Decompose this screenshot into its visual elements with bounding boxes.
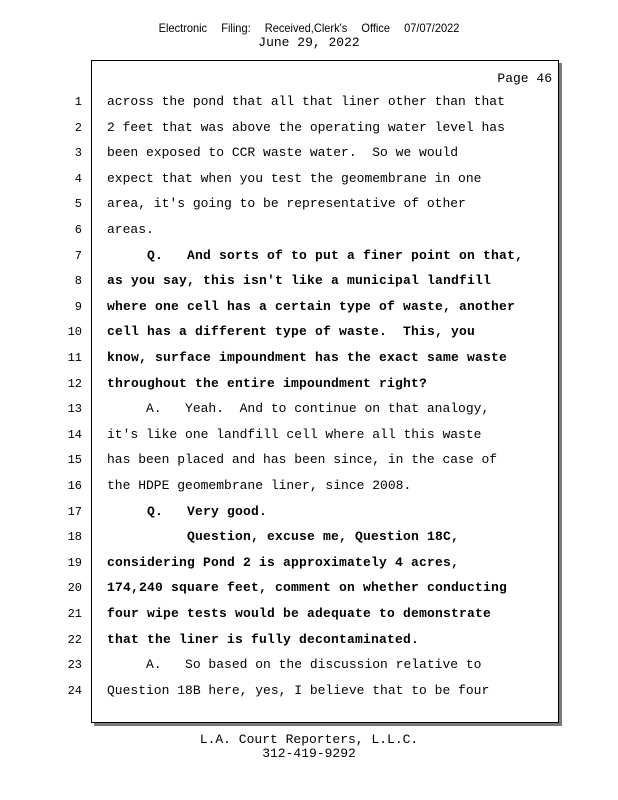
transcript-line: cell has a different type of waste. This, you	[107, 324, 476, 339]
transcript-line: has been placed and has been since, in the case of	[107, 452, 498, 467]
line-number: 16	[67, 479, 82, 493]
transcript-line: Question, excuse me, Question 18C,	[107, 529, 460, 544]
efiling-word-4: Office	[361, 21, 391, 35]
transcript-line: throughout the entire impoundment right?	[107, 376, 428, 391]
line-number: 17	[67, 505, 82, 519]
transcript-line: that the liner is fully decontaminated.	[107, 632, 420, 647]
line-number: 8	[74, 274, 82, 288]
line-number: 24	[67, 684, 82, 698]
line-number: 7	[74, 249, 82, 263]
deposition-date: June 29, 2022	[258, 35, 360, 50]
line-number: 18	[67, 530, 82, 544]
line-number: 13	[67, 402, 82, 416]
reporter-phone: 312-419-9292	[262, 746, 356, 761]
line-number: 21	[67, 607, 82, 621]
transcript-line: four wipe tests would be adequate to demonstrate	[107, 606, 492, 621]
line-number: 9	[74, 300, 82, 314]
line-number: 1	[74, 95, 82, 109]
transcript-line: been exposed to CCR waste water. So we would	[107, 145, 459, 160]
transcript-line: across the pond that all that liner other than that	[107, 94, 505, 109]
efiling-word-2: Filing:	[221, 21, 251, 35]
line-number: 6	[74, 223, 82, 237]
transcript-line: the HDPE geomembrane liner, since 2008.	[107, 478, 412, 493]
efiling-word-1: Electronic	[158, 21, 208, 35]
reporter-company: L.A. Court Reporters, L.L.C.	[199, 732, 419, 747]
footer	[0, 733, 618, 761]
transcript-line: it's like one landfill cell where all this waste	[107, 427, 482, 442]
line-number: 14	[67, 428, 82, 442]
line-number: 2	[74, 121, 82, 135]
line-number: 19	[67, 556, 82, 570]
transcript-line: considering Pond 2 is approximately 4 acres,	[107, 555, 460, 570]
transcript-line: Question 18B here, yes, I believe that to be four	[107, 683, 490, 698]
efiling-stamp	[25, 21, 594, 35]
efiling-date: 07/07/2022	[404, 21, 460, 35]
transcript-line: 174,240 square feet, comment on whether conducting	[107, 580, 508, 595]
transcript-line: Q. And sorts of to put a finer point on that,	[107, 248, 524, 263]
line-number: 10	[67, 325, 82, 339]
transcript-line: as you say, this isn't like a municipal landfill	[107, 273, 492, 288]
line-number: 12	[67, 377, 82, 391]
transcript-line: where one cell has a certain type of waste, another	[107, 299, 516, 314]
line-number: 15	[67, 453, 82, 467]
line-number: 22	[67, 633, 82, 647]
transcript-line: Q. Very good.	[107, 504, 268, 519]
line-number: 5	[74, 197, 82, 211]
line-number: 11	[67, 351, 82, 365]
line-number: 4	[74, 172, 82, 186]
line-number: 20	[67, 581, 82, 595]
transcript-line: know, surface impoundment has the exact same waste	[107, 350, 508, 365]
transcript-line: area, it's going to be representative of other	[107, 196, 466, 211]
transcript-line: A. So based on the discussion relative to	[107, 657, 482, 672]
transcript-line: A. Yeah. And to continue on that analogy,	[107, 401, 490, 416]
transcript-line: expect that when you test the geomembrane in one	[107, 171, 482, 186]
transcript-line: 2 feet that was above the operating water level has	[107, 120, 505, 135]
line-number: 3	[74, 146, 82, 160]
page-number: Page 46	[497, 71, 552, 86]
efiling-word-3: Received,Clerk's	[264, 21, 348, 35]
transcript-line: areas.	[107, 222, 154, 237]
line-number: 23	[67, 658, 82, 672]
